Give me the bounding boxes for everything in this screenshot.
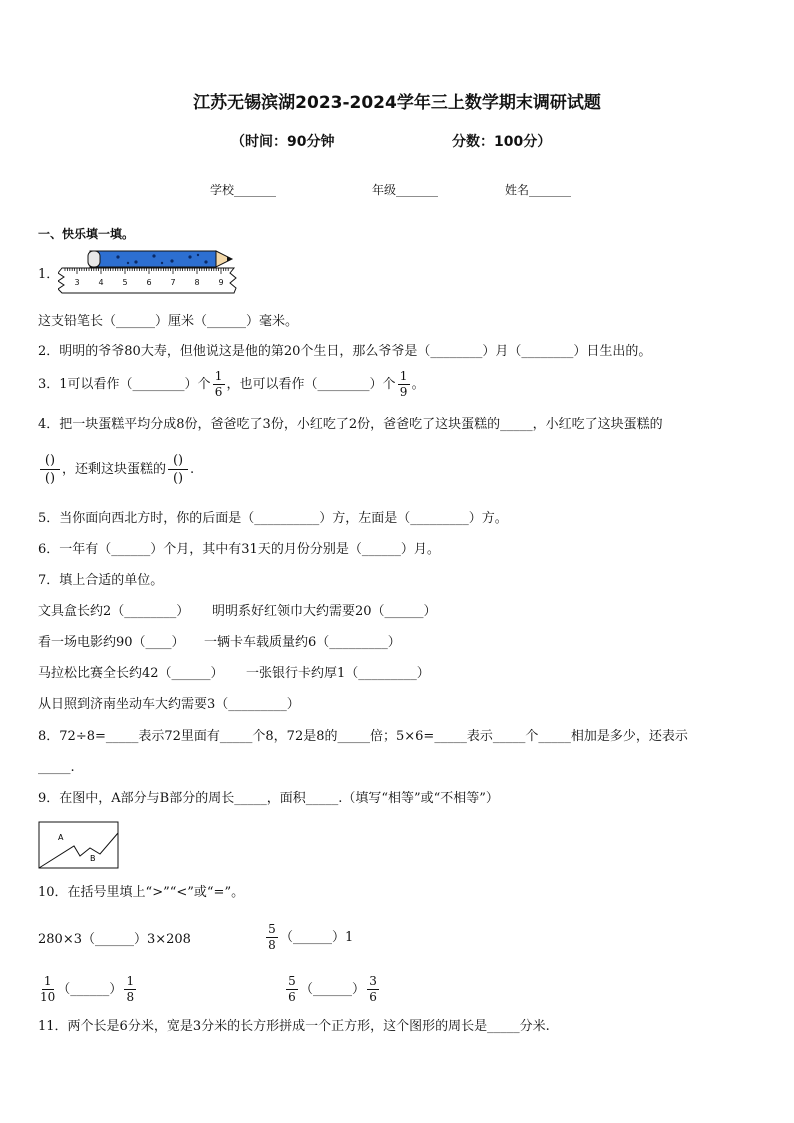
ruler-tick-label: 8 bbox=[194, 278, 200, 287]
fraction-numerator: 1 bbox=[126, 974, 135, 988]
question-3-part-a: 3．1可以看作（________）个 bbox=[38, 377, 211, 392]
ruler-tick-label: 9 bbox=[218, 278, 224, 287]
fraction-numerator: () bbox=[172, 453, 184, 468]
question-3-part-b: ，也可以看作（________）个 bbox=[226, 377, 396, 392]
fraction-denominator: 8 bbox=[268, 938, 276, 952]
fraction-denominator: 6 bbox=[288, 990, 296, 1004]
fraction-denominator: 6 bbox=[369, 990, 377, 1004]
question-7-row-2a: 看一场电影约90（____） bbox=[38, 635, 185, 650]
fraction-one-eighth bbox=[124, 975, 136, 1004]
shape-ab-figure bbox=[38, 821, 120, 871]
ruler-tick-label: 3 bbox=[74, 278, 80, 287]
question-1-number: 1． bbox=[38, 267, 60, 282]
question-7-row-1b: 明明系好红领巾大约需要20（______） bbox=[212, 604, 437, 619]
fraction-one-ninth bbox=[398, 370, 410, 399]
question-3-part-c: 。 bbox=[411, 377, 425, 392]
question-8-line-1: 8．72÷8=_____表示72里面有_____个8，72是8的_____倍；5×6=_____表示_____个_____相加是多少，还表示 bbox=[38, 729, 688, 744]
exam-score: 分数：100分） bbox=[452, 134, 552, 150]
fraction-numerator: 5 bbox=[268, 922, 276, 936]
fraction-one-tenth bbox=[40, 975, 55, 1004]
region-b-label: B bbox=[90, 854, 96, 863]
fraction-numerator: 5 bbox=[288, 974, 296, 988]
question-3 bbox=[38, 370, 425, 400]
ruler-tick-label: 7 bbox=[170, 278, 176, 287]
ruler-tick-label: 5 bbox=[122, 278, 128, 287]
fraction-denominator: 9 bbox=[399, 385, 408, 399]
pencil-ruler-figure bbox=[58, 245, 240, 295]
fraction-denominator: 10 bbox=[40, 990, 56, 1004]
fraction-denominator: 8 bbox=[126, 990, 135, 1004]
question-4-line-2 bbox=[38, 452, 194, 488]
question-4-end: . bbox=[190, 462, 195, 477]
compare-1: 280×3（______）3×208 bbox=[38, 932, 191, 947]
question-7-row-4: 从日照到济南坐动车大约需要3（_________） bbox=[38, 697, 300, 712]
question-2-text: 2．明明的爷爷80大寿，但他说这是他的第20个生日，那么爷爷是（________）月（________）日生出的。 bbox=[38, 344, 652, 359]
page-title: 江苏无锡滨湖2023-2024学年三上数学期末调研试题 bbox=[193, 93, 601, 113]
question-7-text: 7．填上合适的单位。 bbox=[38, 573, 164, 588]
compare-3 bbox=[38, 970, 138, 1010]
fraction-five-sixths bbox=[286, 975, 298, 1004]
compare-3-blank: （______） bbox=[57, 982, 123, 997]
fraction-numerator: 1 bbox=[399, 369, 408, 383]
fraction-three-sixths bbox=[367, 975, 379, 1004]
fraction-denominator: () bbox=[172, 471, 184, 486]
blank-fraction[interactable] bbox=[40, 453, 60, 486]
question-7-row-1a: 文具盒长约2（________） bbox=[38, 604, 190, 619]
fraction-denominator: () bbox=[44, 471, 56, 486]
compare-2 bbox=[264, 918, 353, 958]
question-7-row-2b: 一辆卡车载质量约6（_________） bbox=[204, 635, 401, 650]
name-field[interactable]: 姓名_______ bbox=[505, 183, 572, 197]
fraction-numerator: 1 bbox=[43, 974, 52, 988]
question-1-text: 这支铅笔长（______）厘米（______）毫米。 bbox=[38, 314, 299, 329]
question-6-text: 6．一年有（______）个月，其中有31天的月份分别是（______）月。 bbox=[38, 542, 440, 557]
ruler-tick-label: 6 bbox=[146, 278, 152, 287]
question-5-text: 5．当你面向西北方时，你的后面是（__________）方，左面是（_________）方。 bbox=[38, 511, 508, 526]
fraction-numerator: () bbox=[44, 453, 56, 468]
fraction-five-eighths bbox=[266, 923, 278, 952]
fraction-denominator: 6 bbox=[214, 385, 223, 399]
question-11-text: 11．两个长是6分米，宽是3分米的长方形拼成一个正方形，这个图形的周长是_____分米. bbox=[38, 1019, 550, 1034]
question-8-line-2: _____. bbox=[38, 760, 75, 775]
question-4-line-1: 4．把一块蛋糕平均分成8份，爸爸吃了3份，小红吃了2份，爸爸吃了这块蛋糕的_____，小红吃了这块蛋糕的 bbox=[38, 417, 663, 432]
exam-time: （时间：90分钟 bbox=[231, 134, 335, 150]
compare-2-blank: （______）1 bbox=[280, 930, 354, 945]
region-a-label: A bbox=[58, 833, 64, 842]
section-heading: 一、快乐填一填。 bbox=[38, 227, 135, 241]
compare-4 bbox=[284, 970, 381, 1010]
compare-4-blank: （______） bbox=[300, 982, 366, 997]
question-7-row-3a: 马拉松比赛全长约42（______） bbox=[38, 666, 224, 681]
grade-field[interactable]: 年级_______ bbox=[372, 183, 439, 197]
blank-fraction[interactable] bbox=[168, 453, 188, 486]
question-10-text: 10．在括号里填上“>”“<”或“=”。 bbox=[38, 885, 245, 900]
school-field[interactable]: 学校_______ bbox=[210, 183, 277, 197]
fraction-numerator: 1 bbox=[214, 369, 223, 383]
fraction-one-sixth bbox=[213, 370, 225, 399]
question-4-mid: ，还剩这块蛋糕的 bbox=[62, 462, 167, 477]
ruler-tick-label: 4 bbox=[98, 278, 104, 287]
question-9-text: 9．在图中，A部分与B部分的周长_____，面积_____.（填写“相等”或“不相等”） bbox=[38, 791, 499, 806]
fraction-numerator: 3 bbox=[369, 974, 377, 988]
question-7-row-3b: 一张银行卡约厚1（_________） bbox=[246, 666, 430, 681]
